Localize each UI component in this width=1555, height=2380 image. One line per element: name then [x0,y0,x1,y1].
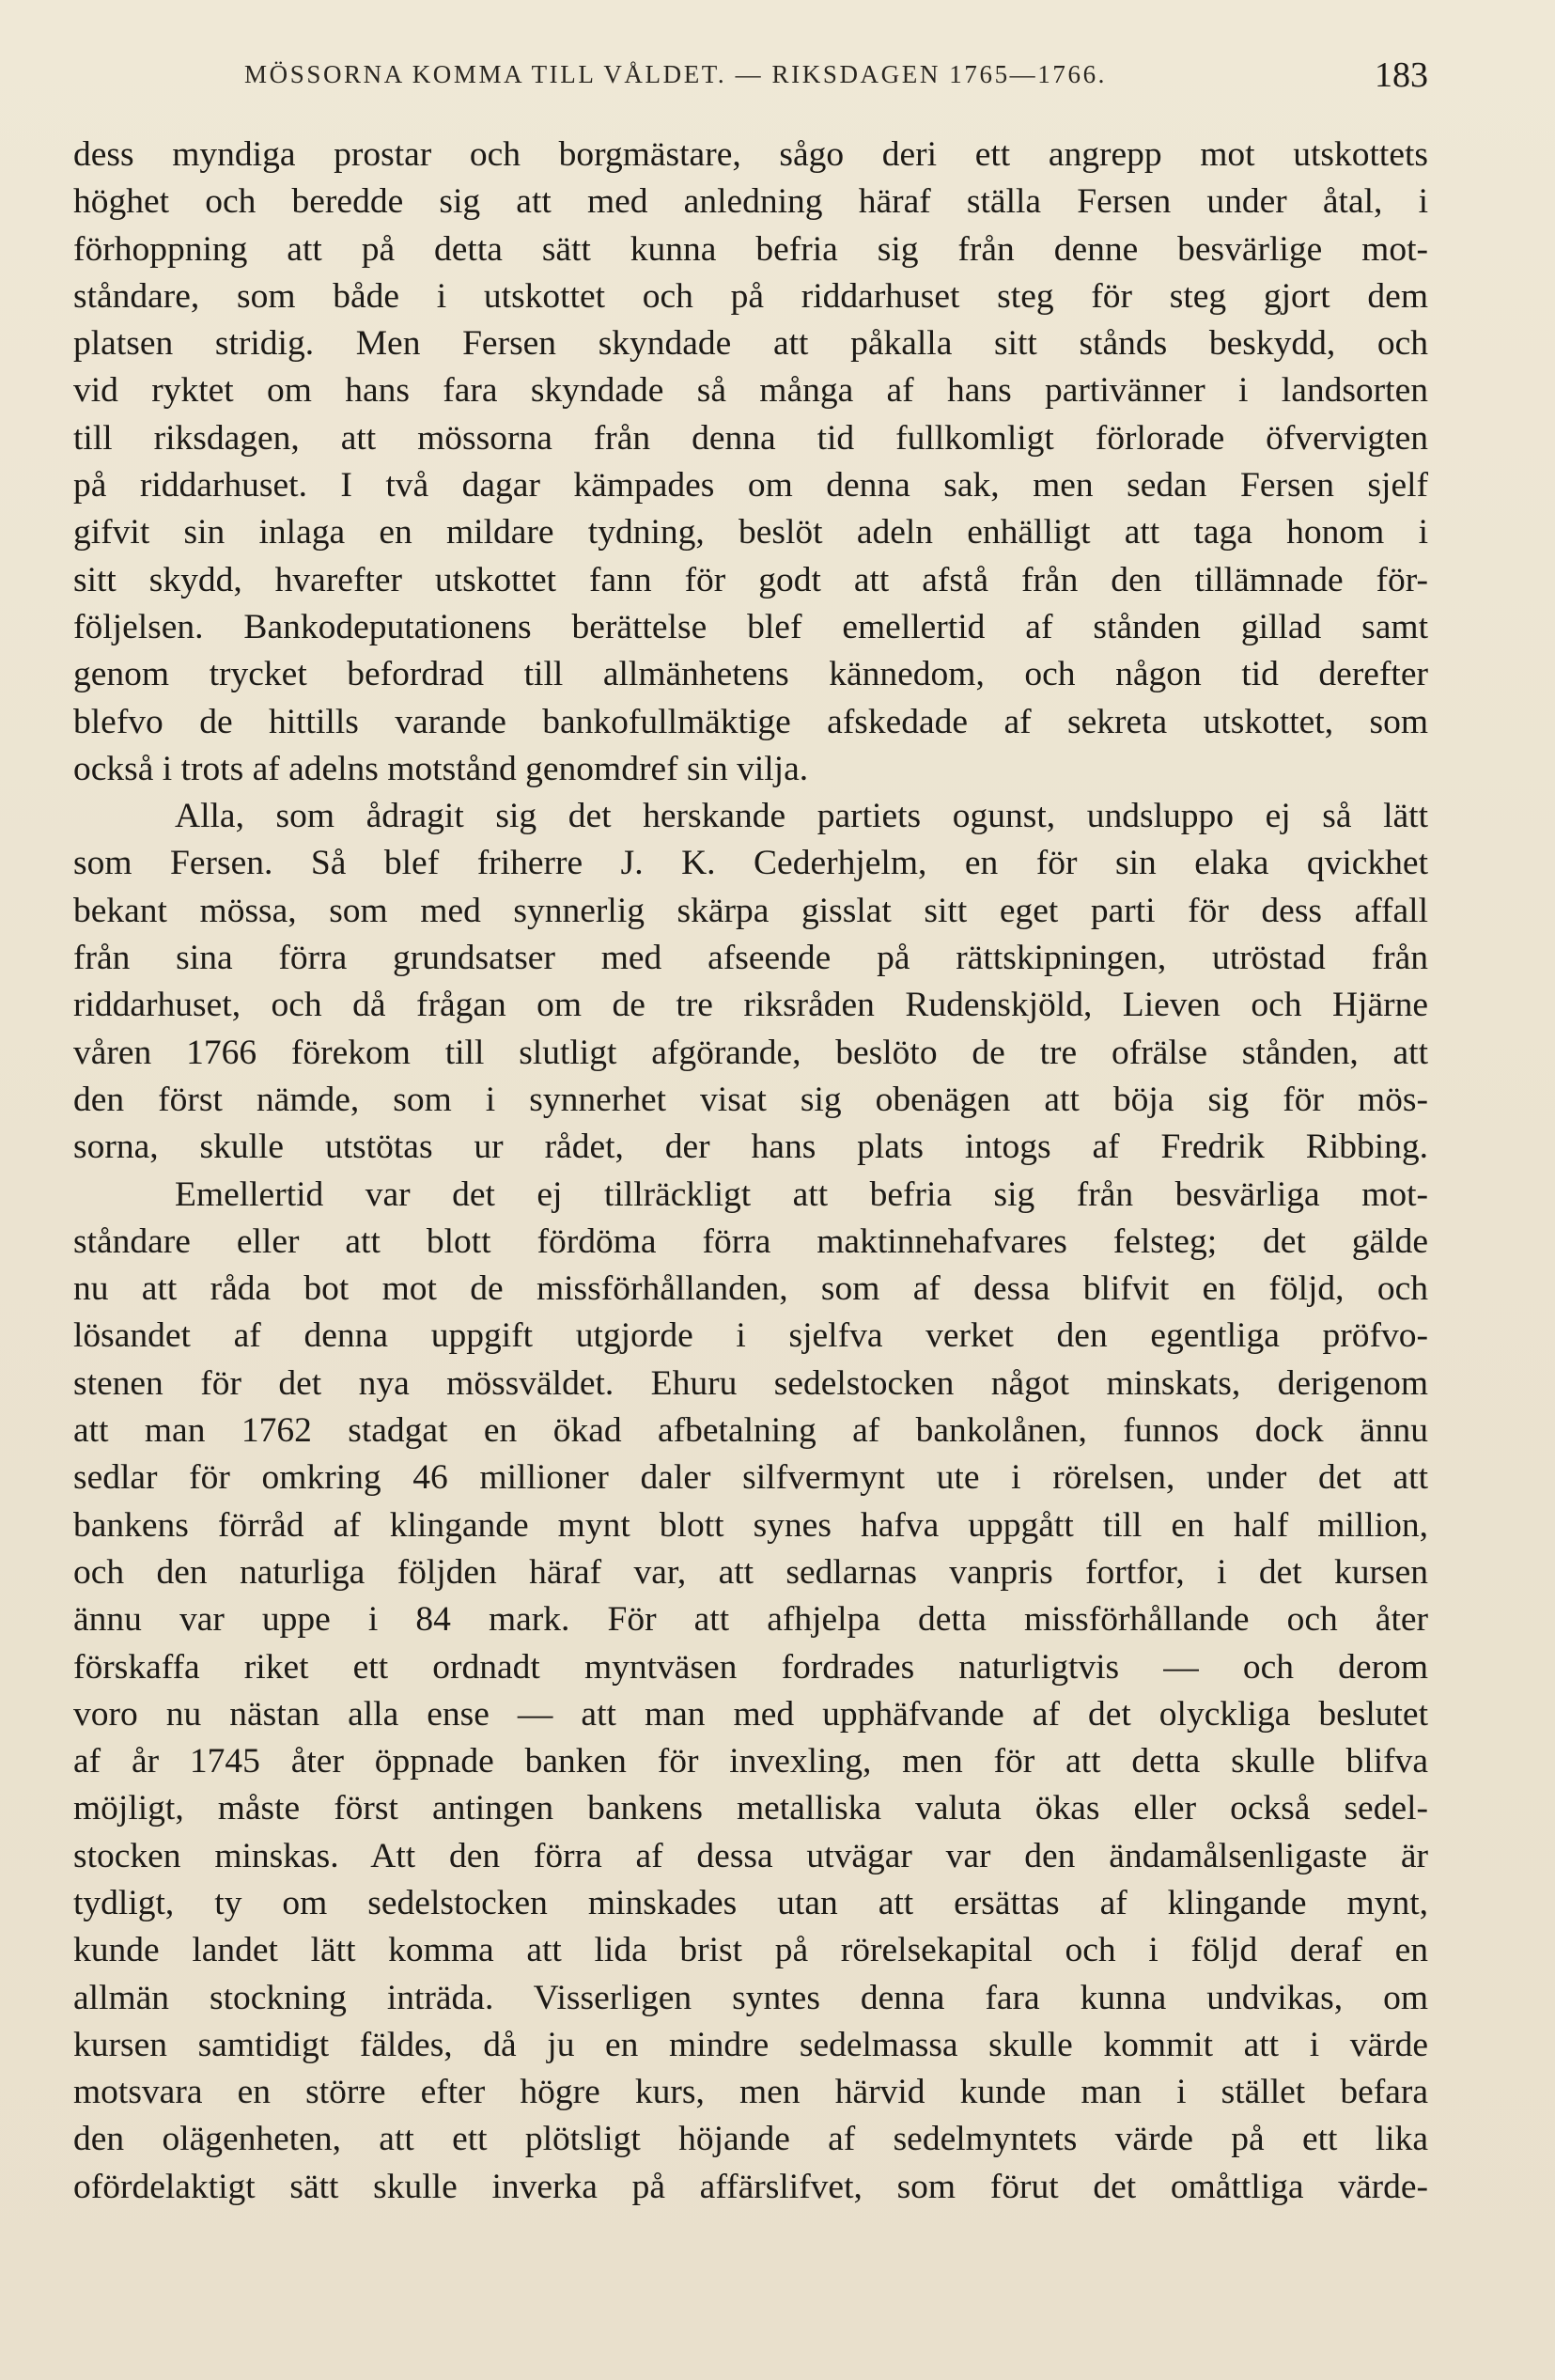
text-line: sorna, skulle utstötas ur rådet, der hans plats intogs af Fredrik Ribbing. [73,1128,1428,1167]
text-line: ännu var uppe i 84 mark. För att afhjelpa detta missförhållande och åter [73,1600,1428,1640]
text-line: dess myndiga prostar och borgmästare, sågo deri ett angrepp mot utskottets [73,135,1428,174]
text-line: den olägenheten, att ett plötsligt höjande af sedelmyntets värde på ett lika [73,2120,1428,2159]
body-text [73,132,1428,2211]
page-number: 183 [1375,55,1428,95]
text-line: förhoppning att på detta sätt kunna befria sig från denne besvärlige mot- [73,229,1428,269]
text-line: af år 1745 åter öppnade banken för invexling, men för att detta skulle blifva [73,1742,1428,1781]
text-line: nu att råda bot mot de missförhållanden, som af dessa blifvit en följd, och [73,1269,1428,1309]
text-line: ofördelaktigt sätt skulle inverka på affärslifvet, som förut det omåttliga värde- [73,2167,1428,2206]
text-line: stocken minskas. Att den förra af dessa utvägar var den ändamålsenligaste är [73,1836,1428,1875]
text-line: Emellertid var det ej tillräckligt att befria sig från besvärliga mot- [175,1174,1428,1214]
text-line: platsen stridig. Men Fersen skyndade att påkalla sitt stånds beskydd, och [73,324,1428,364]
text-line: tydligt, ty om sedelstocken minskades utan att ersättas af klingande mynt, [73,1883,1428,1922]
text-line: sitt skydd, hvarefter utskottet fann för godt att afstå från den tillämnade för- [73,560,1428,599]
text-line: lösandet af denna uppgift utgjorde i sjelfva verket den egentliga pröfvo- [73,1316,1428,1356]
text-line: motsvara en större efter högre kurs, men härvid kunde man i stället befara [73,2073,1428,2112]
page-header [73,54,1428,101]
text-line: förskaffa riket ett ordnadt myntväsen fordrades naturligtvis — och derom [73,1647,1428,1687]
text-line: kursen samtidigt fäldes, då ju en mindre sedelmassa skulle kommit att i värde [73,2025,1428,2064]
text-line: till riksdagen, att mössorna från denna tid fullkomligt förlorade öfvervigten [73,418,1428,458]
text-line: vid ryktet om hans fara skyndade så många af hans partivänner i landsorten [73,371,1428,411]
text-line: bekant mössa, som med synnerlig skärpa gisslat sitt eget parti för dess affall [73,891,1428,930]
text-line: kunde landet lätt komma att lida brist på rörelsekapital och i följd deraf en [73,1931,1428,1970]
text-line: på riddarhuset. I två dagar kämpades om denna sak, men sedan Fersen sjelf [73,466,1428,506]
text-line: genom trycket befordrad till allmänhetens kännedom, och någon tid derefter [73,655,1428,694]
text-line: voro nu nästan alla ense — att man med upphäfvande af det olyckliga beslutet [73,1694,1428,1734]
text-line: ståndare, som både i utskottet och på riddarhuset steg för steg gjort dem [73,276,1428,316]
text-line: allmän stockning inträda. Visserligen syntes denna fara kunna undvikas, om [73,1978,1428,2017]
text-line: stenen för det nya mössväldet. Ehuru sedelstocken något minskats, derigenom [73,1363,1428,1403]
text-line: bankens förråd af klingande mynt blott synes hafva uppgått till en half million, [73,1505,1428,1545]
running-head: MÖSSORNA KOMMA TILL VÅLDET. — RIKSDAGEN 1765—1766. [244,60,1108,88]
text-line: gifvit sin inlaga en mildare tydning, beslöt adeln enhälligt att taga honom i [73,513,1428,552]
text-line: riddarhuset, och då frågan om de tre riksråden Rudenskjöld, Lieven och Hjärne [73,986,1428,1025]
text-line: som Fersen. Så blef friherre J. K. Cederhjelm, en för sin elaka qvickhet [73,844,1428,883]
text-line: Alla, som ådragit sig det herskande partiets ogunst, undsluppo ej så lätt [175,797,1428,836]
text-line: följelsen. Bankodeputationens berättelse blef emellertid af stånden gillad samt [73,607,1428,646]
text-line: sedlar för omkring 46 millioner daler silfvermynt ute i rörelsen, under det att [73,1458,1428,1498]
text-line: och den naturliga följden häraf var, att sedlarnas vanpris fortfor, i det kursen [73,1552,1428,1592]
text-line: möjligt, måste först antingen bankens metalliska valuta ökas eller också sedel- [73,1789,1428,1828]
text-line: den först nämde, som i synnerhet visat sig obenägen att böja sig för mös- [73,1080,1428,1119]
text-line: från sina förra grundsatser med afseende på rättskipningen, utröstad från [73,939,1428,978]
text-line: ståndare eller att blott fördöma förra maktinnehafvares felsteg; det gälde [73,1221,1428,1261]
text-line: våren 1766 förekom till slutligt afgörande, beslöto de tre ofrälse stånden, att [73,1033,1428,1072]
text-line: höghet och beredde sig att med anledning häraf ställa Fersen under åtal, i [73,182,1428,222]
text-line: också i trots af adelns motstånd genomdref sin vilja. [73,749,809,788]
text-line: blefvo de hittills varande bankofullmäktige afskedade af sekreta utskottet, som [73,702,1428,741]
text-line: att man 1762 stadgat en ökad afbetalning af bankolånen, funnos dock ännu [73,1411,1428,1451]
